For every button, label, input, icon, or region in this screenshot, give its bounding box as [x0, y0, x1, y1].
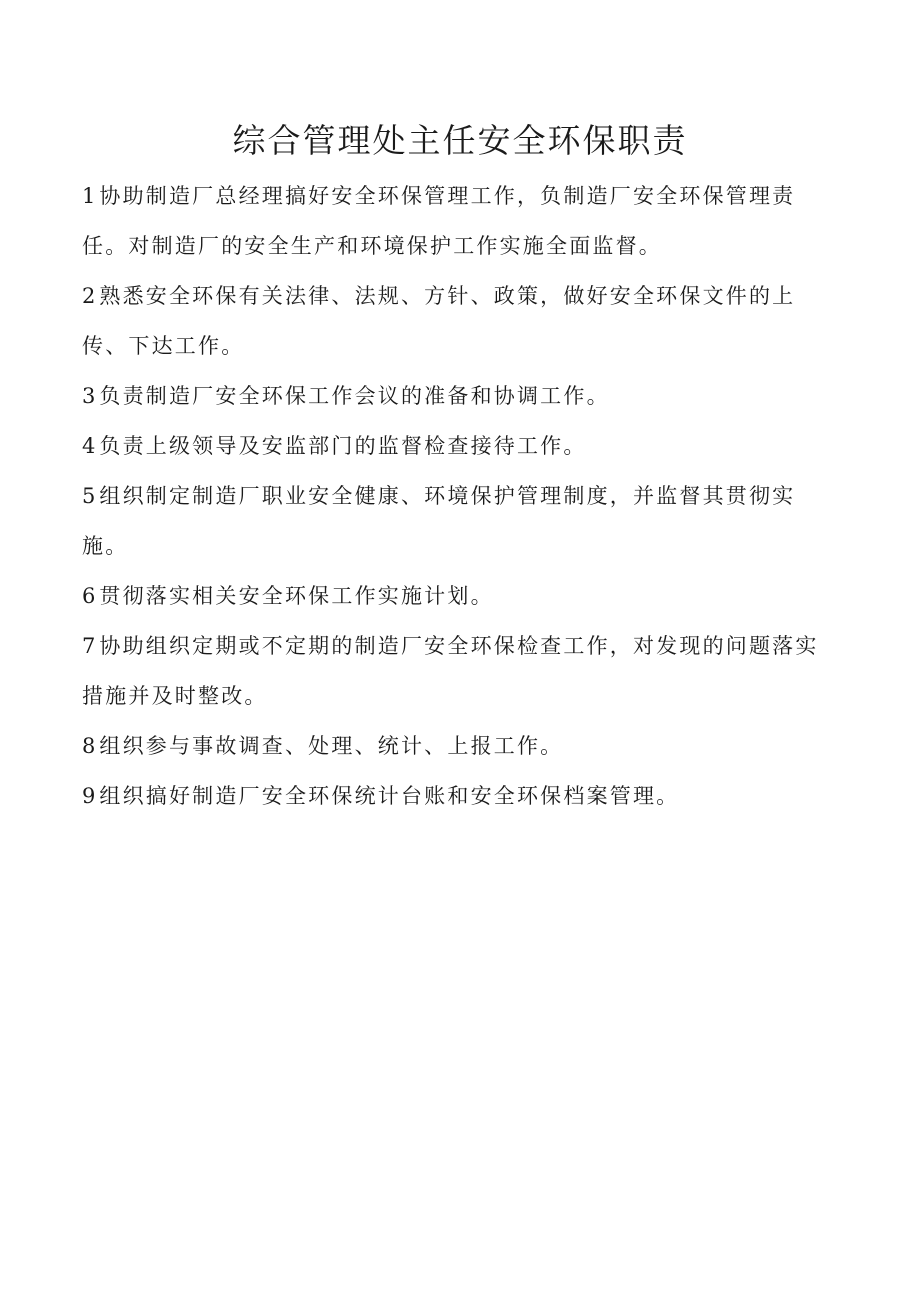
duty-item-9: [82, 771, 822, 821]
duty-text: 熟悉安全环保有关法律、法规、方针、政策，做好安全环保文件的上传、下达工作。: [82, 284, 796, 358]
duty-item-8: [82, 721, 822, 771]
duty-text: 组织参与事故调查、处理、统计、上报工作。: [99, 734, 564, 758]
duty-number: 7: [82, 634, 96, 658]
duty-item-4: [82, 421, 822, 471]
duty-text: 组织搞好制造厂安全环保统计台账和安全环保档案管理。: [99, 784, 680, 808]
duty-number: 8: [82, 734, 96, 758]
duty-item-7: [82, 621, 822, 721]
duty-text: 贯彻落实相关安全环保工作实施计划。: [99, 584, 494, 608]
duty-text: 组织制定制造厂职业安全健康、环境保护管理制度，并监督其贯彻实施。: [82, 484, 796, 558]
duty-item-1: [82, 171, 822, 271]
duty-number: 6: [82, 584, 96, 608]
duty-text: 协助制造厂总经理搞好安全环保管理工作，负制造厂安全环保管理责任。对制造厂的安全生产和环境保护工作实施全面监督。: [82, 184, 796, 258]
duty-text: 负责制造厂安全环保工作会议的准备和协调工作。: [99, 384, 610, 408]
duty-number: 9: [82, 784, 96, 808]
duty-item-3: [82, 371, 822, 421]
duty-number: 2: [82, 284, 96, 308]
duties-list: [82, 171, 822, 821]
duty-number: 3: [82, 384, 96, 408]
document-title: 综合管理处主任安全环保职责: [232, 121, 688, 160]
duty-item-2: [82, 271, 822, 371]
duty-number: 4: [82, 434, 96, 458]
duty-item-6: [82, 571, 822, 621]
duty-text: 负责上级领导及安监部门的监督检查接待工作。: [99, 434, 587, 458]
duty-text: 协助组织定期或不定期的制造厂安全环保检查工作，对发现的问题落实措施并及时整改。: [82, 634, 819, 708]
duty-number: 1: [82, 184, 96, 208]
duty-item-5: [82, 471, 822, 571]
duty-number: 5: [82, 484, 96, 508]
